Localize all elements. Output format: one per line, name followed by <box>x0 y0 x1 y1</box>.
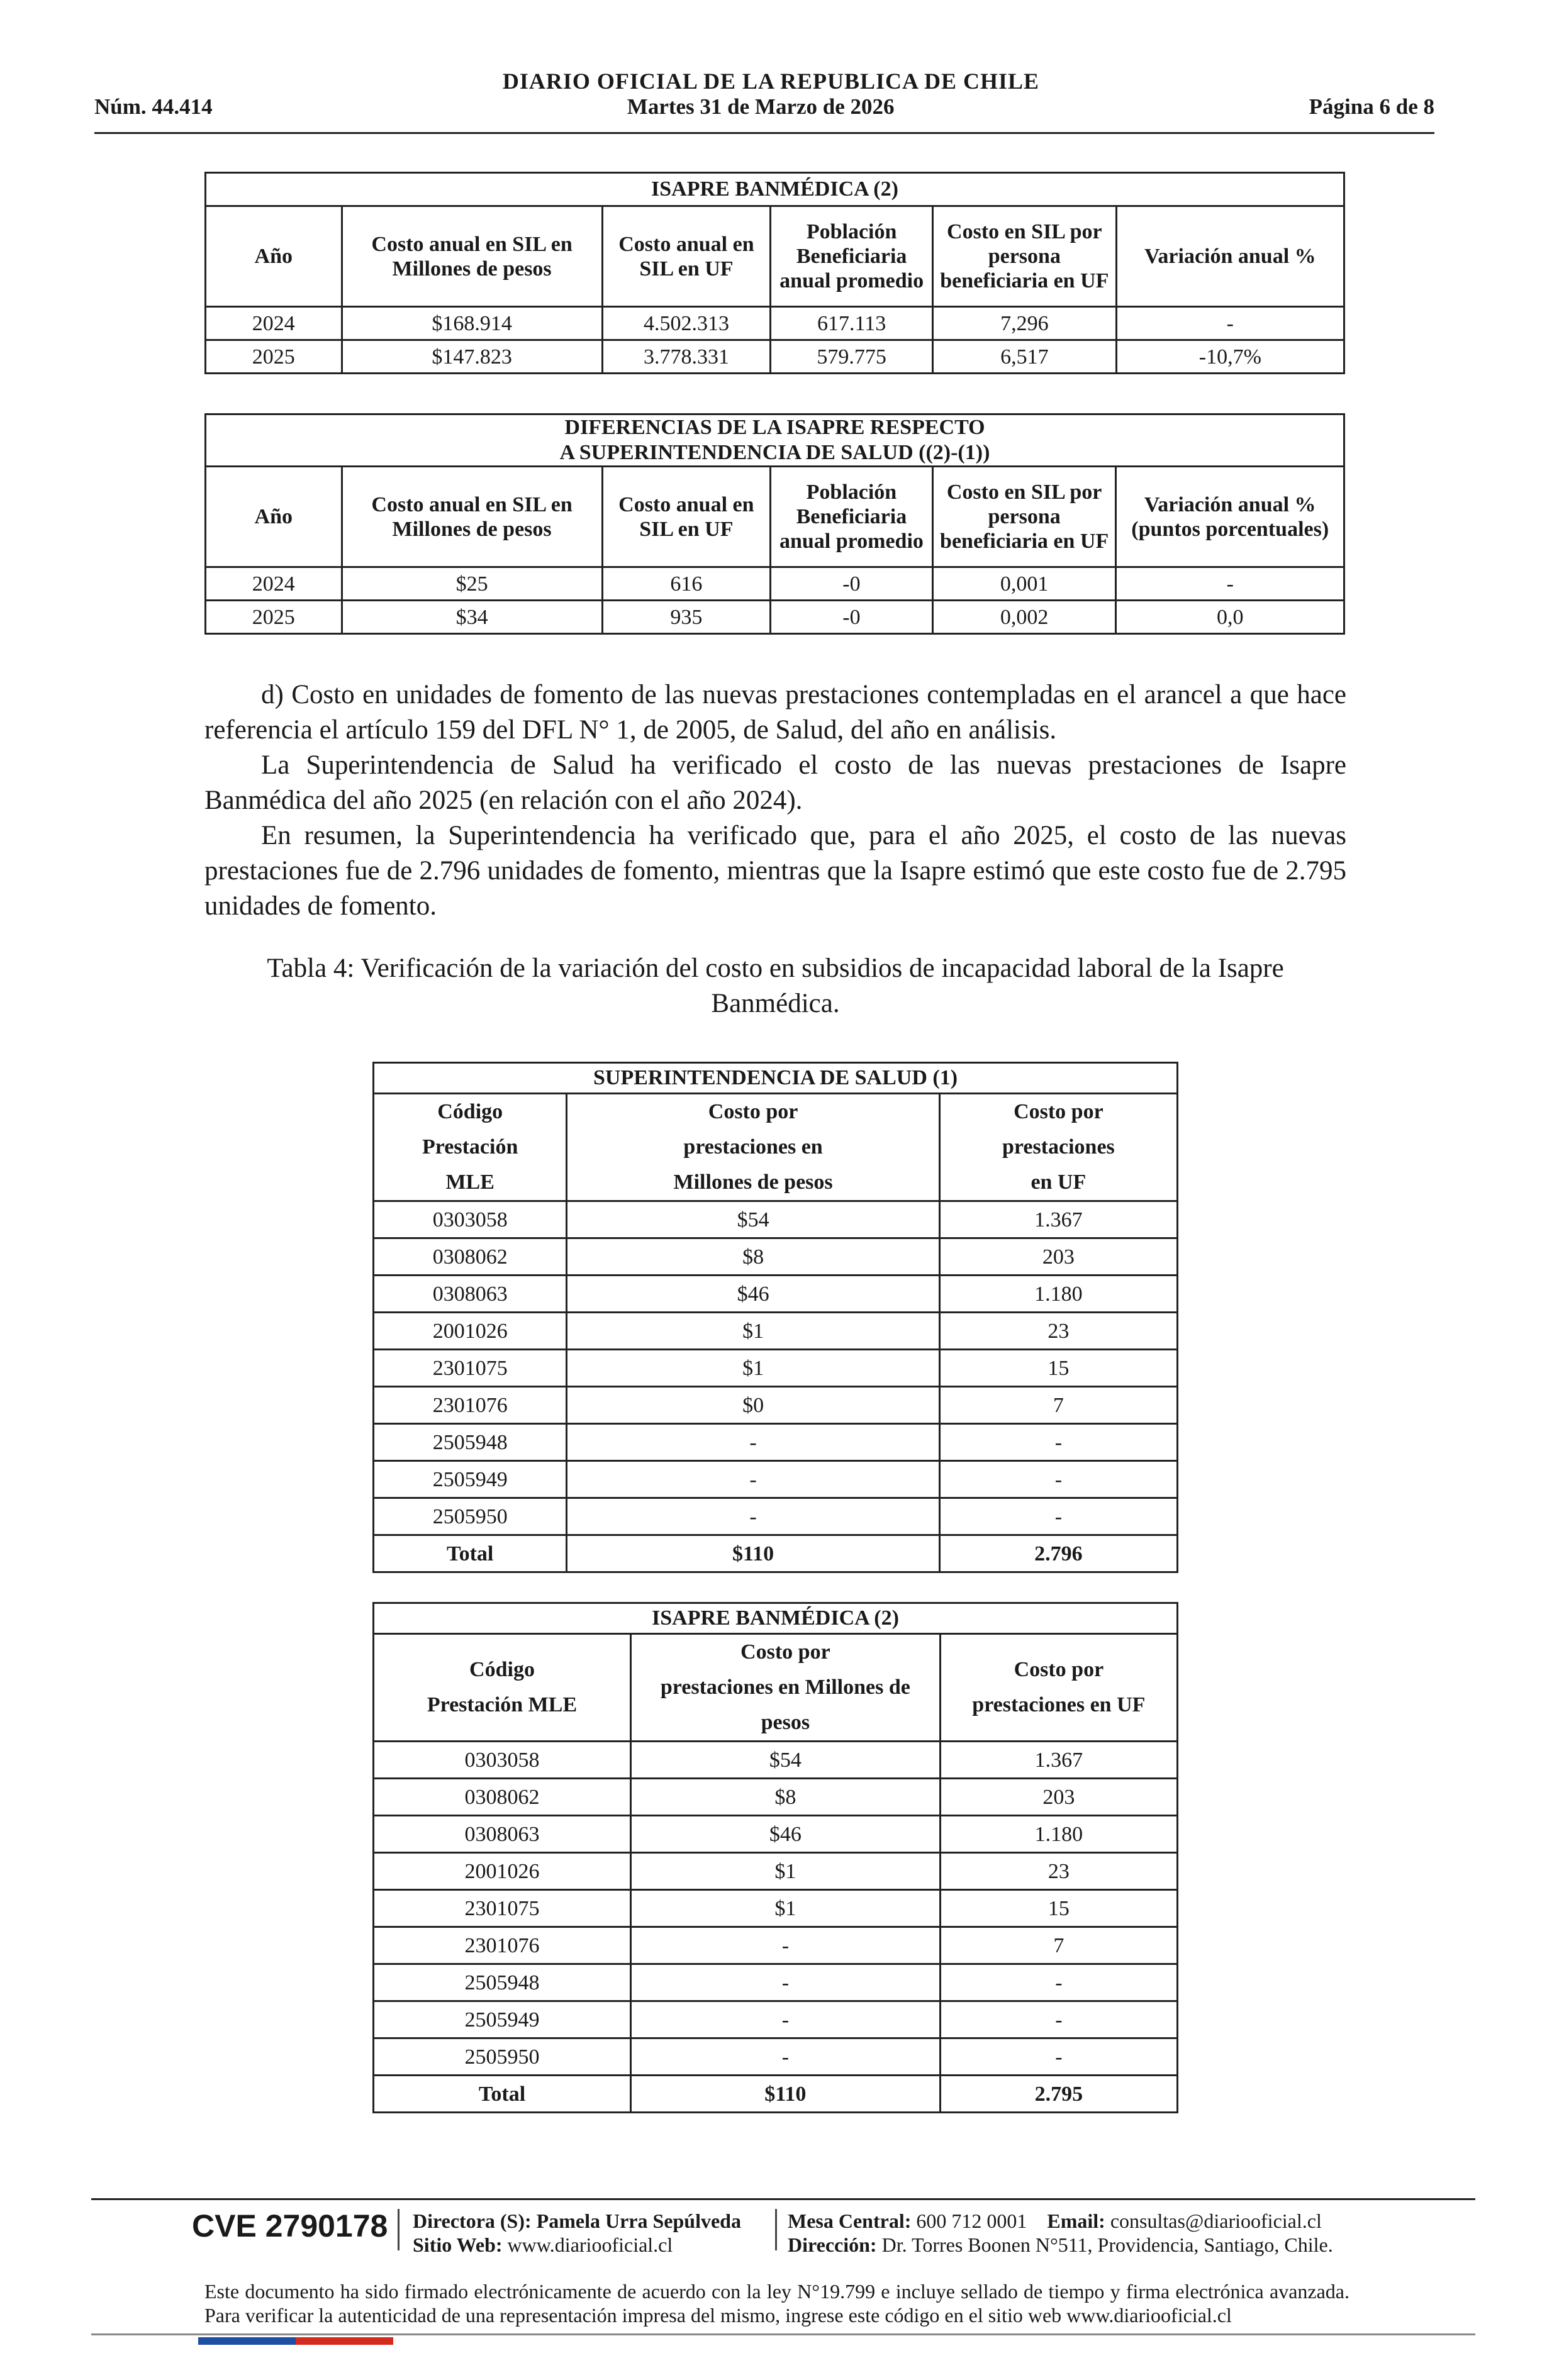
flag-stripe-red <box>296 2337 393 2345</box>
footer-director-col <box>413 2209 741 2257</box>
table-cell: - <box>630 2038 940 2076</box>
table-title: SUPERINTENDENCIA DE SALUD (1) <box>374 1063 1178 1094</box>
table-caption: Tabla 4: Verificación de la variación del costo en subsidios de incapacidad laboral de la Isapre Banmédica. <box>267 954 1284 1018</box>
table-row <box>374 1238 1178 1276</box>
isapre-annual-table <box>204 172 1345 374</box>
table-cell: 2301076 <box>374 1927 631 1964</box>
mesa-value: 600 712 0001 <box>916 2210 1027 2232</box>
table-cell: 2505948 <box>374 1964 631 2001</box>
table-cell: $46 <box>630 1816 940 1853</box>
bottom-divider <box>91 2333 1475 2335</box>
table-row: 2024 $25 616 -0 0,001 - <box>206 567 1344 601</box>
col-header: Costo anual en SIL en Millones de pesos <box>342 206 602 307</box>
table-cell: 7 <box>940 1927 1177 1964</box>
web-label: Sitio Web: <box>413 2233 503 2256</box>
flag-stripe-blue <box>198 2337 296 2345</box>
body-text <box>204 677 1346 924</box>
table-cell: 2505949 <box>374 2001 631 2038</box>
mesa-label: Mesa Central: <box>788 2210 912 2232</box>
col-header: Costo anual en SIL en UF <box>602 467 770 567</box>
table-row <box>374 1276 1178 1313</box>
col-header: Costo en SIL por persona beneficiaria en UF <box>932 467 1116 567</box>
table-cell: $0 <box>567 1387 939 1424</box>
table-cell: - <box>940 2038 1177 2076</box>
paragraph: En resumen, la Superintendencia ha verificado que, para el año 2025, el costo de las nuevas prestaciones fue de 2.796 unidades de fomento, mientras que la Isapre estimó que este costo fue de 2.795 unidades de fomento. <box>204 821 1346 921</box>
table-cell: - <box>939 1424 1177 1461</box>
web-link[interactable]: www.diariooficial.cl <box>507 2233 673 2256</box>
table-cell: - <box>567 1424 939 1461</box>
table-cell: $54 <box>630 1742 940 1779</box>
cve-code: CVE 2790178 <box>192 2208 388 2244</box>
table-row <box>374 1461 1178 1498</box>
table-cell: 0308062 <box>374 1779 631 1816</box>
table-cell: - <box>630 2001 940 2038</box>
address-value: Dr. Torres Boonen N°511, Providencia, Santiago, Chile. <box>881 2233 1333 2256</box>
table-cell: 0308063 <box>374 1816 631 1853</box>
table-cell: 2001026 <box>374 1853 631 1890</box>
table-cell: 0308063 <box>374 1276 567 1313</box>
paragraph: d) Costo en unidades de fomento de las nuevas prestaciones contempladas en el arancel a que hace referencia el artículo 159 del DFL N° 1, de 2005, de Salud, del año en análisis. <box>204 680 1346 745</box>
table-cell: 2505949 <box>374 1461 567 1498</box>
table-cell: $1 <box>630 1890 940 1927</box>
footer-divider <box>91 2198 1475 2200</box>
col-header: Código Prestación MLE <box>374 1634 631 1742</box>
address-label: Dirección: <box>788 2233 877 2256</box>
col-header: Costo por prestaciones en Millones de pesos <box>630 1634 940 1742</box>
table-cell: 203 <box>940 1779 1177 1816</box>
table-cell: 2301076 <box>374 1387 567 1424</box>
table-cell: 1.180 <box>939 1276 1177 1313</box>
col-header: Costo anual en SIL en UF <box>602 206 771 307</box>
table-title: ISAPRE BANMÉDICA (2) <box>206 173 1344 206</box>
col-header: Población Beneficiaria anual promedio <box>771 206 933 307</box>
table-row <box>374 2001 1178 2038</box>
table-cell: 2505950 <box>374 1498 567 1535</box>
table-cell: 2505950 <box>374 2038 631 2076</box>
table-row <box>374 1201 1178 1238</box>
issue-date: Martes 31 de Marzo de 2026 <box>627 94 895 119</box>
col-header: Año <box>206 206 342 307</box>
table-cell: - <box>567 1461 939 1498</box>
table-cell: 1.180 <box>940 1816 1177 1853</box>
banmedica-prestaciones-table <box>372 1602 1178 2113</box>
differences-table <box>204 413 1345 635</box>
table-cell: $1 <box>567 1350 939 1387</box>
table-cell: $8 <box>567 1238 939 1276</box>
table-cell: $1 <box>567 1313 939 1350</box>
table-cell: - <box>630 1927 940 1964</box>
table-row <box>374 1890 1178 1927</box>
table-cell: $46 <box>567 1276 939 1313</box>
table-cell: 23 <box>940 1853 1177 1890</box>
table-cell: $54 <box>567 1201 939 1238</box>
col-header: Costo por prestaciones en Millones de pesos <box>567 1094 939 1201</box>
table-row <box>374 1779 1178 1816</box>
table-row <box>374 1387 1178 1424</box>
newspaper-title: DIARIO OFICIAL DE LA REPUBLICA DE CHILE <box>502 69 1040 94</box>
director-label: Directora (S): Pamela Urra Sepúlveda <box>413 2210 741 2232</box>
table-row <box>374 1424 1178 1461</box>
col-header: Costo por prestaciones en UF <box>940 1634 1177 1742</box>
table-row <box>374 1927 1178 1964</box>
table-cell: 203 <box>939 1238 1177 1276</box>
table-cell: - <box>940 1964 1177 2001</box>
col-header: Variación anual % <box>1116 206 1344 307</box>
table-cell: 2301075 <box>374 1890 631 1927</box>
table-row <box>374 2038 1178 2076</box>
col-header: Código Prestación MLE <box>374 1094 567 1201</box>
footer-separator <box>775 2209 777 2250</box>
table-cell: 2505948 <box>374 1424 567 1461</box>
col-header: Población Beneficiaria anual promedio <box>771 467 933 567</box>
table-row: 2024 $168.914 4.502.313 617.113 7,296 - <box>206 307 1344 340</box>
table-cell: 0308062 <box>374 1238 567 1276</box>
table-row <box>374 1350 1178 1387</box>
table-cell: 0303058 <box>374 1201 567 1238</box>
table-row <box>374 1742 1178 1779</box>
email-label: Email: <box>1047 2210 1105 2232</box>
issue-number: Núm. 44.414 <box>94 94 213 119</box>
superintendencia-table <box>372 1062 1178 1573</box>
table-cell: - <box>939 1498 1177 1535</box>
table-cell: - <box>567 1498 939 1535</box>
col-header: Año <box>206 467 342 567</box>
total-row: Total $110 2.795 <box>374 2076 1178 2113</box>
table-cell: $8 <box>630 1779 940 1816</box>
table-cell: 15 <box>940 1890 1177 1927</box>
legal-notice: Este documento ha sido firmado electrónicamente de acuerdo con la ley N°19.799 e incluye sellado de tiempo y firma electrónica avanzada. Para verificar la autenticidad de una representación impresa del mismo, ingrese este código en el sitio web www.diariooficial.cl <box>204 2280 1349 2327</box>
total-row: Total $110 2.796 <box>374 1535 1178 1572</box>
col-header: Costo anual en SIL en Millones de pesos <box>342 467 602 567</box>
table-cell: - <box>939 1461 1177 1498</box>
table-row: 2025 $34 935 -0 0,002 0,0 <box>206 601 1344 634</box>
table-cell: 7 <box>939 1387 1177 1424</box>
table-row <box>374 1853 1178 1890</box>
table-cell: 23 <box>939 1313 1177 1350</box>
table-row: 2025 $147.823 3.778.331 579.775 6,517 -10,7% <box>206 340 1344 374</box>
paragraph: La Superintendencia de Salud ha verificado el costo de las nuevas prestaciones de Isapre Banmédica del año 2025 (en relación con el año 2024). <box>204 750 1346 815</box>
table-cell: $1 <box>630 1853 940 1890</box>
col-header: Costo por prestaciones en UF <box>939 1094 1177 1201</box>
page-number: Página 6 de 8 <box>1309 94 1434 119</box>
footer-contact-col <box>788 2209 1333 2257</box>
table-cell: 0303058 <box>374 1742 631 1779</box>
table-cell: 2301075 <box>374 1350 567 1387</box>
table-row <box>374 1964 1178 2001</box>
footer-separator <box>398 2209 399 2250</box>
table-row <box>374 1816 1178 1853</box>
header-row <box>94 94 1434 120</box>
table-title: ISAPRE BANMÉDICA (2) <box>374 1603 1178 1634</box>
table-row <box>374 1313 1178 1350</box>
table-cell: - <box>630 1964 940 2001</box>
table-cell: - <box>940 2001 1177 2038</box>
col-header: Costo en SIL por persona beneficiaria en UF <box>933 206 1117 307</box>
table-title: DIFERENCIAS DE LA ISAPRE RESPECTO A SUPERINTENDENCIA DE SALUD ((2)-(1)) <box>206 414 1344 467</box>
table-cell: 15 <box>939 1350 1177 1387</box>
table-cell: 1.367 <box>940 1742 1177 1779</box>
table-row <box>374 1498 1178 1535</box>
email-link[interactable]: consultas@diariooficial.cl <box>1110 2210 1322 2232</box>
header-divider <box>94 132 1434 134</box>
table-cell: 2001026 <box>374 1313 567 1350</box>
table-cell: 1.367 <box>939 1201 1177 1238</box>
col-header: Variación anual % (puntos porcentuales) <box>1116 467 1344 567</box>
